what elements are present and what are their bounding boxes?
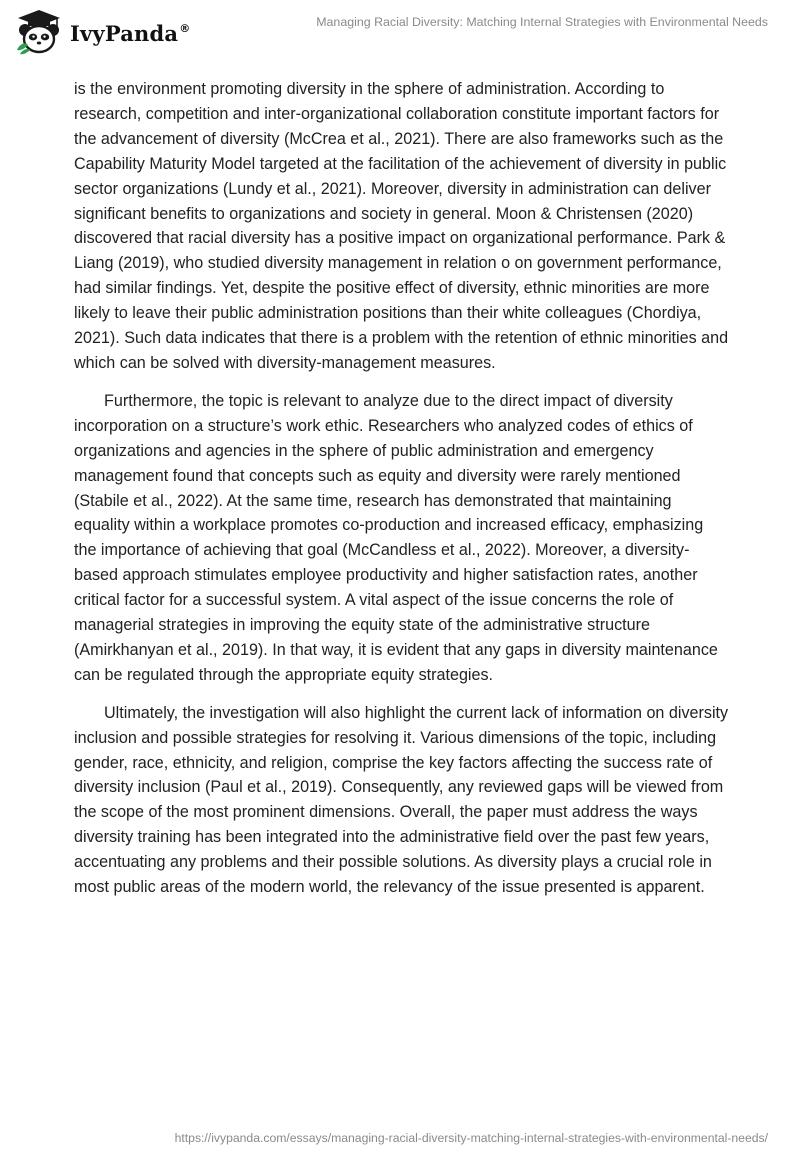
running-title: Managing Racial Diversity: Matching Internal Strategies with Environmental Needs [316, 15, 768, 29]
essay-body [74, 77, 730, 913]
panda-graduate-icon [14, 8, 64, 56]
paragraph-2: Furthermore, the topic is relevant to analyze due to the direct impact of diversity incorporation on a structure’s work ethic. Researchers who analyzed codes of ethics of organizations and agencies in the sphere of public administration and emergency management found that concepts such as equity and diversity were rarely mentioned (Stabile et al., 2022). At the same time, research has demonstrated that maintaining equality within a workplace promotes co-production and increased efficacy, emphasizing the importance of achieving that goal (McCandless et al., 2022). Moreover, a diversity-based approach stimulates employee productivity and higher satisfaction rates, another critical factor for a successful system. A vital aspect of the issue concerns the role of managerial strategies in improving the equity state of the administrative structure (Amirkhanyan et al., 2019). In that way, it is evident that any gaps in diversity maintenance can be regulated through the appropriate equity strategies. [74, 391, 718, 684]
page-header [0, 0, 800, 70]
source-url[interactable]: https://ivypanda.com/essays/managing-racial-diversity-matching-internal-strategies-with-environmental-needs/ [174, 1131, 768, 1145]
paragraph-1: is the environment promoting diversity in the sphere of administration. According to research, competition and inter-organizational collaboration constitute important factors for the advancement of diversity (McCrea et al., 2021). There are also frameworks such as the Capability Maturity Model targeted at the facilitation of the achievement of diversity in public sector organizations (Lundy et al., 2021). Moreover, diversity in administration can deliver significant benefits to organizations and society in general. Moon & Christensen (2020) discovered that racial diversity has a positive impact on organizational performance. Park & Liang (2019), who studied diversity management in relation o on government performance, had similar findings. Yet, despite the positive effect of diversity, ethnic minorities are more likely to leave their public administration positions than their white colleagues (Chordiya, 2021). Such data indicates that there is a problem with the retention of ethnic minorities and which can be solved with diversity-management measures. [74, 80, 729, 372]
paragraph-3: Ultimately, the investigation will also highlight the current lack of information on diversity inclusion and possible strategies for resolving it. Various dimensions of the topic, including gender, race, ethnicity, and religion, comprise the key factors affecting the success rate of diversity inclusion (Paul et al., 2019). Consequently, any reviewed gaps will be viewed from the scope of the most prominent dimensions. Overall, the paper must address the ways diversity training has been integrated into the administrative field over the past few years, accentuating any problems and their possible solutions. As diversity plays a crucial role in most public areas of the modern world, the relevancy of the issue presented is apparent. [74, 703, 729, 897]
ivypanda-logo[interactable] [14, 8, 190, 56]
logo-wordmark: IvyPanda® [70, 20, 191, 46]
registered-mark: ® [179, 21, 191, 35]
